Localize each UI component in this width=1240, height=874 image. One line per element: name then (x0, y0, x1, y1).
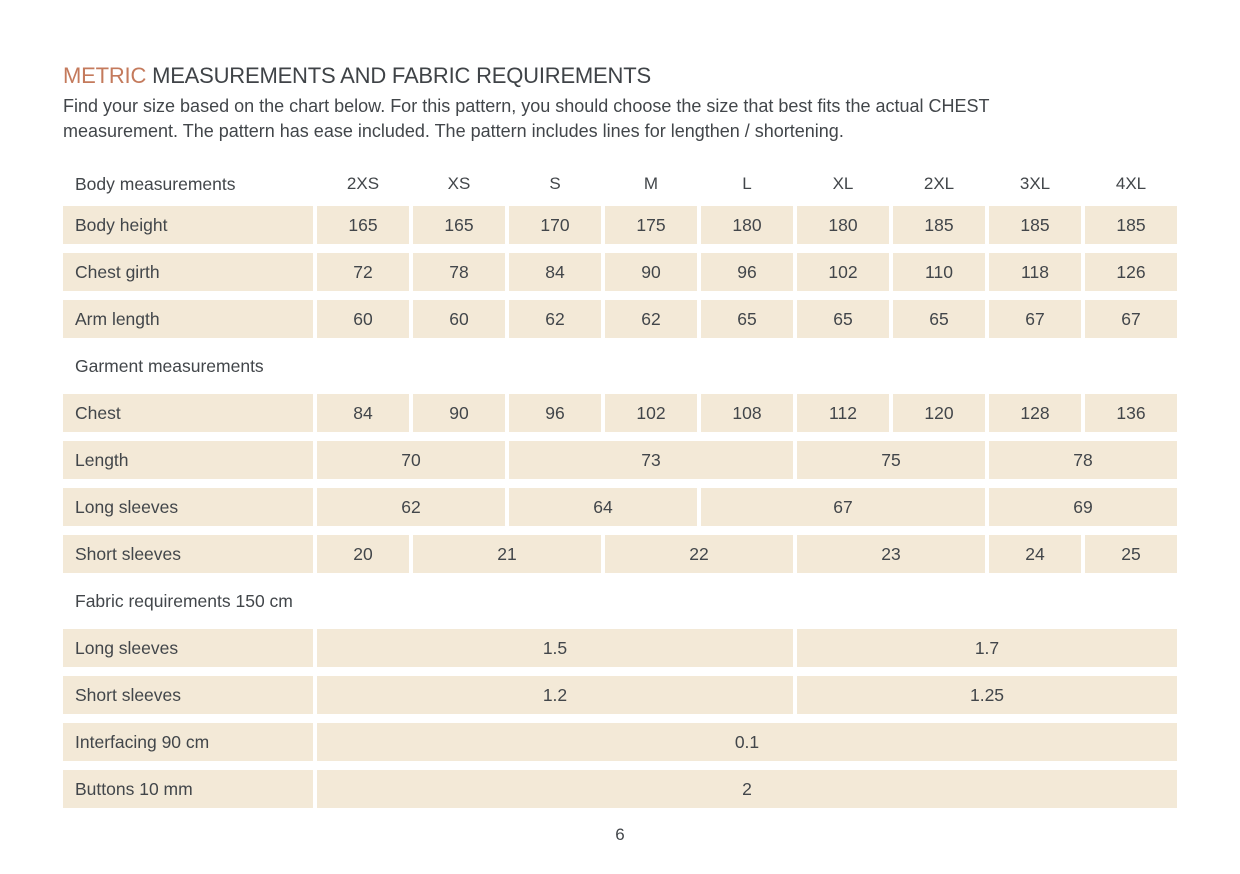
value-cell: 70 (317, 441, 505, 479)
value-cell: 90 (413, 394, 505, 432)
value-cell: 2 (317, 770, 1177, 808)
size-column-header-3xl: 3XL (1019, 174, 1051, 193)
fabric-section-heading: Fabric requirements 150 cm (75, 590, 293, 611)
value-cell: 120 (893, 394, 985, 432)
size-column-header-2xs: 2XS (346, 174, 380, 193)
value-cell: 20 (317, 535, 409, 573)
value-cell: 96 (509, 394, 601, 432)
value-cell: 170 (509, 206, 601, 244)
value-cell: 25 (1085, 535, 1177, 573)
value-cell: 60 (413, 300, 505, 338)
column-group-header: Body measurements (75, 173, 236, 194)
value-cell: 1.2 (317, 676, 793, 714)
value-cell: 65 (797, 300, 889, 338)
value-cell: 185 (989, 206, 1081, 244)
value-cell: 73 (509, 441, 793, 479)
value-cell: 24 (989, 535, 1081, 573)
row-label: Short sleeves (63, 535, 313, 573)
row-label: Long sleeves (63, 488, 313, 526)
intro-line-1: Find your size based on the chart below. For this pattern, you should choose the size that best fits the actual CHEST (63, 96, 990, 116)
value-cell: 21 (413, 535, 601, 573)
row-label: Length (63, 441, 313, 479)
value-cell: 185 (893, 206, 985, 244)
row-label: Arm length (63, 300, 313, 338)
value-cell: 185 (1085, 206, 1177, 244)
value-cell: 96 (701, 253, 793, 291)
title-rest: MEASUREMENTS AND FABRIC REQUIREMENTS (152, 63, 651, 88)
value-cell: 72 (317, 253, 409, 291)
value-cell: 60 (317, 300, 409, 338)
page-number: 6 (615, 825, 625, 844)
intro-line-2: measurement. The pattern has ease included. The pattern includes lines for lengthen / shortening. (63, 121, 844, 141)
value-cell: 78 (413, 253, 505, 291)
value-cell: 165 (413, 206, 505, 244)
size-column-header-4xl: 4XL (1115, 174, 1147, 193)
value-cell: 108 (701, 394, 793, 432)
value-cell: 1.25 (797, 676, 1177, 714)
value-cell: 126 (1085, 253, 1177, 291)
value-cell: 67 (1085, 300, 1177, 338)
value-cell: 67 (701, 488, 985, 526)
size-column-header-xl: XL (832, 174, 854, 193)
value-cell: 0.1 (317, 723, 1177, 761)
value-cell: 62 (509, 300, 601, 338)
value-cell: 62 (317, 488, 505, 526)
value-cell: 175 (605, 206, 697, 244)
size-table (63, 171, 1177, 808)
value-cell: 62 (605, 300, 697, 338)
value-cell: 102 (797, 253, 889, 291)
value-cell: 165 (317, 206, 409, 244)
size-column-header-s: S (549, 174, 561, 193)
row-label: Chest girth (63, 253, 313, 291)
value-cell: 1.5 (317, 629, 793, 667)
intro-paragraph (63, 94, 1177, 144)
value-cell: 23 (797, 535, 985, 573)
value-cell: 180 (797, 206, 889, 244)
value-cell: 102 (605, 394, 697, 432)
value-cell: 84 (317, 394, 409, 432)
page-title (63, 63, 1177, 89)
row-label: Long sleeves (63, 629, 313, 667)
title-accent-word: METRIC (63, 63, 147, 88)
size-column-header-2xl: 2XL (923, 174, 955, 193)
value-cell: 78 (989, 441, 1177, 479)
value-cell: 136 (1085, 394, 1177, 432)
value-cell: 64 (509, 488, 697, 526)
value-cell: 90 (605, 253, 697, 291)
size-column-header-xs: XS (447, 174, 471, 193)
row-label: Short sleeves (63, 676, 313, 714)
value-cell: 118 (989, 253, 1081, 291)
value-cell: 112 (797, 394, 889, 432)
size-column-header-l: L (742, 174, 752, 193)
value-cell: 128 (989, 394, 1081, 432)
row-label: Interfacing 90 cm (63, 723, 313, 761)
value-cell: 1.7 (797, 629, 1177, 667)
value-cell: 22 (605, 535, 793, 573)
value-cell: 75 (797, 441, 985, 479)
row-label: Chest (63, 394, 313, 432)
row-label: Body height (63, 206, 313, 244)
row-label: Buttons 10 mm (63, 770, 313, 808)
value-cell: 180 (701, 206, 793, 244)
value-cell: 69 (989, 488, 1177, 526)
value-cell: 65 (701, 300, 793, 338)
garment-section-heading: Garment measurements (75, 355, 264, 376)
value-cell: 67 (989, 300, 1081, 338)
value-cell: 65 (893, 300, 985, 338)
size-column-header-m: M (643, 174, 659, 193)
value-cell: 84 (509, 253, 601, 291)
value-cell: 110 (893, 253, 985, 291)
